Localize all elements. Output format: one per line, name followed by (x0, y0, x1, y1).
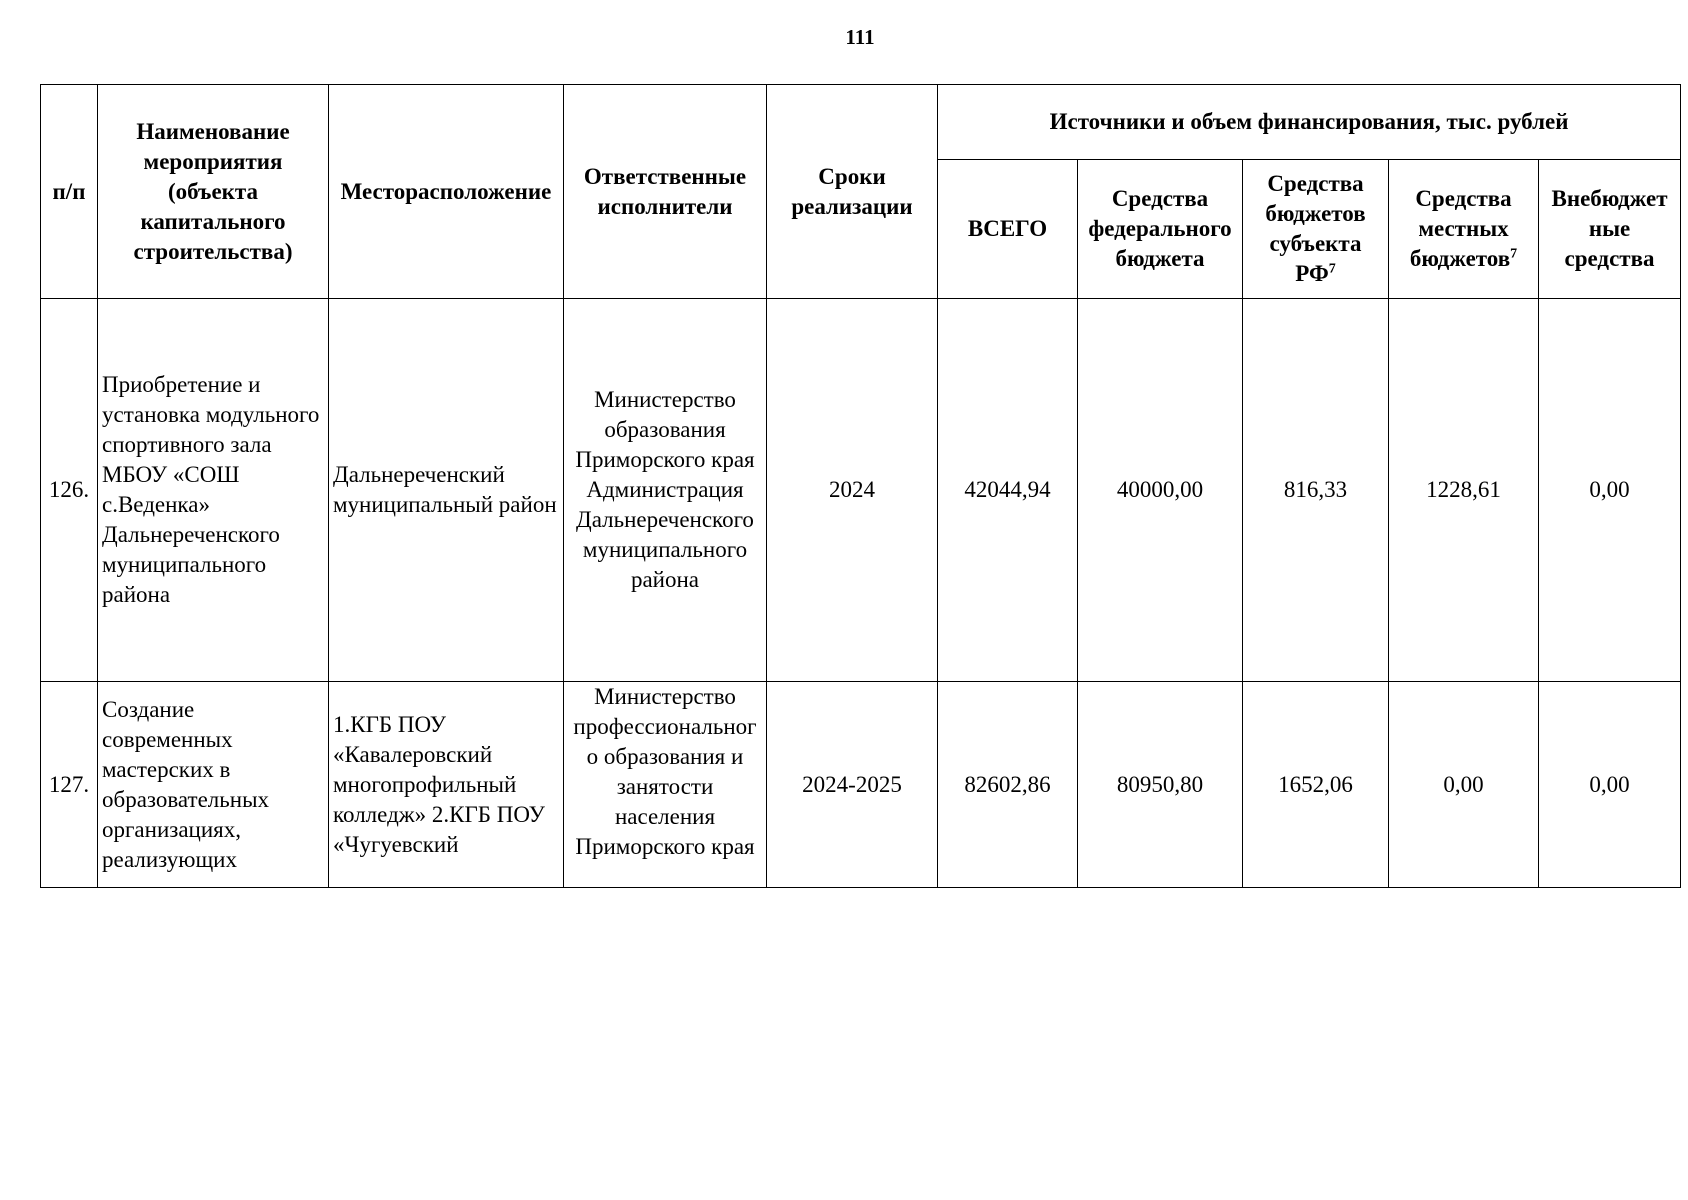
header-subject (1243, 160, 1389, 299)
cell-terms: 2024 (767, 299, 938, 682)
header-extra: Внебюджет ные средства (1539, 160, 1681, 299)
cell-federal: 80950,80 (1078, 682, 1243, 888)
page-number: 111 (845, 25, 875, 49)
table-row (41, 682, 1681, 888)
header-federal: Средства федерального бюджета (1078, 160, 1243, 299)
header-local (1389, 160, 1539, 299)
cell-name: Создание современных мастерских в образовательных организациях, реализующих (98, 682, 329, 888)
cell-federal: 40000,00 (1078, 299, 1243, 682)
header-terms: Сроки реализации (767, 85, 938, 299)
cell-num: 126. (41, 299, 98, 682)
cell-total: 42044,94 (938, 299, 1078, 682)
header-sources-group: Источники и объем финансирования, тыс. рублей (938, 85, 1681, 160)
header-local-footnote: 7 (1510, 246, 1518, 262)
cell-location: Дальнереченский муниципальный район (329, 299, 564, 682)
cell-subject: 1652,06 (1243, 682, 1389, 888)
cell-total: 82602,86 (938, 682, 1078, 888)
cell-extra: 0,00 (1539, 299, 1681, 682)
header-total: ВСЕГО (938, 160, 1078, 299)
header-executors: Ответственные исполнители (564, 85, 767, 299)
cell-local: 1228,61 (1389, 299, 1539, 682)
cell-name: Приобретение и установка модульного спортивного зала МБОУ «СОШ с.Веденка» Дальнереченского муниципального района (98, 299, 329, 682)
header-subject-label: Средства бюджетов субъекта РФ (1265, 171, 1366, 286)
header-local-label: Средства местных бюджетов (1409, 186, 1512, 271)
cell-extra: 0,00 (1539, 682, 1681, 888)
cell-subject: 816,33 (1243, 299, 1389, 682)
cell-location: 1.КГБ ПОУ «Кавалеровский многопрофильный колледж» 2.КГБ ПОУ «Чугуевский (329, 682, 564, 888)
financing-table (40, 84, 1681, 888)
table-row (41, 299, 1681, 682)
header-name: Наименование мероприятия (объекта капитального строительства) (98, 85, 329, 299)
header-subject-footnote: 7 (1328, 261, 1336, 277)
cell-local: 0,00 (1389, 682, 1539, 888)
cell-terms: 2024-2025 (767, 682, 938, 888)
header-num: п/п (41, 85, 98, 299)
header-row-top (41, 85, 1681, 160)
header-location: Месторасположение (329, 85, 564, 299)
cell-executors: Министерство образования Приморского края Администрация Дальнереченского муниципального района (564, 299, 767, 682)
cell-executors: Министерство профессиональног о образования и занятости населения Приморского края (564, 682, 767, 888)
cell-num: 127. (41, 682, 98, 888)
